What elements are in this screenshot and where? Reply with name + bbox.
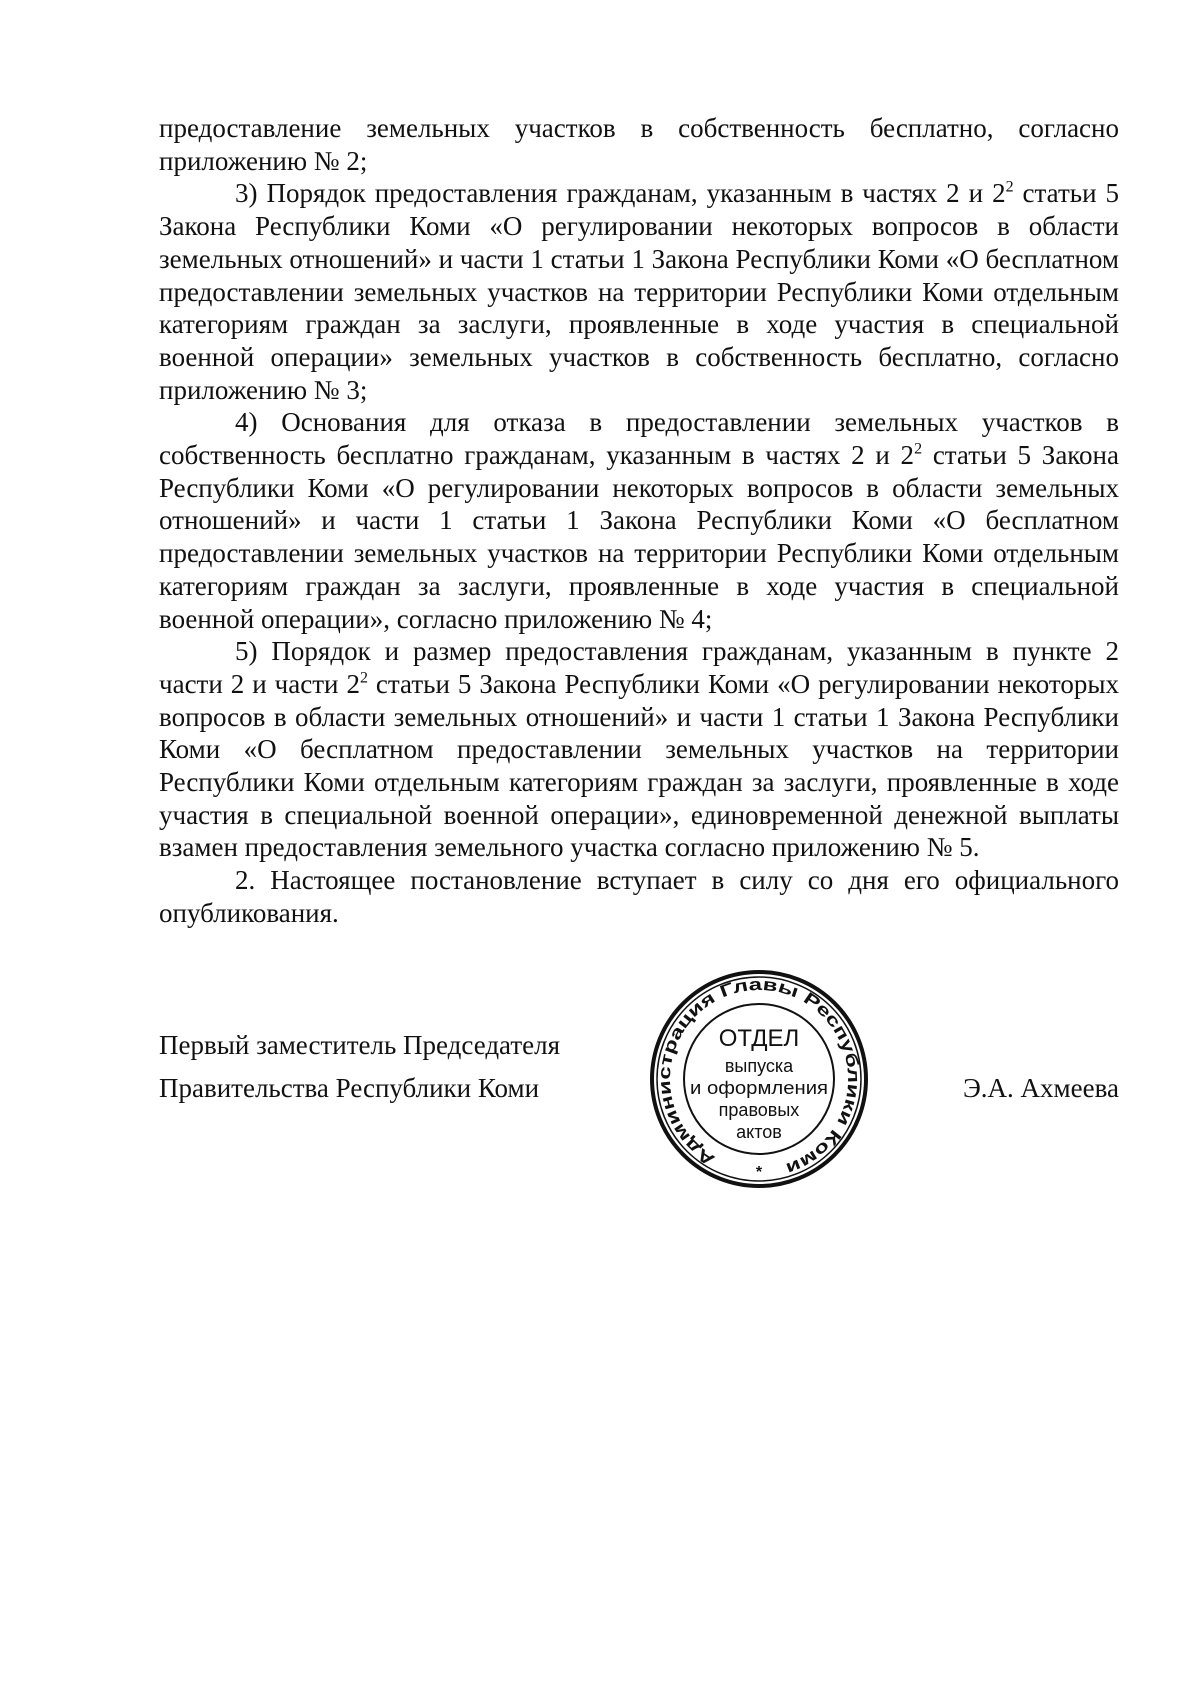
stamp-star: * — [755, 1164, 763, 1181]
stamp-line-4: правовых — [718, 1100, 800, 1120]
paragraph-item-4 — [159, 406, 1119, 635]
paragraph-5-before-sup: 5) Порядок и размер предоставления гражданам, указанным в пункте 2 части 2 и части 2 — [159, 636, 1119, 699]
paragraph-5-after-sup: статьи 5 Закона Республики Коми «О регулировании некоторых вопросов в области земельных отношений» и части 1 статьи 1 Закона Республики Коми «О бесплатном предоставлении земельных участков на территории Республики Коми отдельным категориям граждан за заслуги, проявленные в ходе участия в специальной военной операции», единовременной денежной выплаты взамен предоставления земельного участка согласно приложению № 5. — [159, 668, 1119, 863]
signature-block — [159, 1024, 1119, 1110]
stamp-line-5: актов — [736, 1122, 782, 1142]
official-stamp — [648, 968, 870, 1190]
paragraph-4-superscript: 2 — [914, 440, 923, 458]
paragraph-3-superscript: 2 — [1005, 179, 1014, 197]
stamp-graphic — [648, 968, 870, 1190]
paragraph-5-superscript: 2 — [359, 669, 368, 687]
paragraph-final-text: 2. Настоящее постановление вступает в силу со дня его официального опубликования. — [159, 865, 1119, 928]
signatory-position-line-2: Правительства Республики Коми — [159, 1073, 540, 1103]
signatory-position-line-1: Первый заместитель Председателя — [159, 1030, 561, 1060]
paragraph-continuation — [159, 112, 1119, 177]
paragraph-1-text: предоставление земельных участков в собственность бесплатно, согласно приложению № 2; — [159, 113, 1119, 176]
stamp-line-1: ОТДЕЛ — [718, 1025, 800, 1052]
stamp-ring-textpath: Администрация Главы Республики Коми — [654, 974, 864, 1177]
stamp-line-2: выпуска — [724, 1056, 794, 1076]
paragraph-3-before-sup: 3) Порядок предоставления гражданам, указанным в частях 2 и 2 — [235, 178, 1006, 209]
signatory-name: Э.А. Ахмеева — [962, 1073, 1119, 1103]
paragraph-3-after-sup: статьи 5 Закона Республики Коми «О регулировании некоторых вопросов в области земельных отношений» и части 1 статьи 1 Закона Республики Коми «О бесплатном предоставлении земельных участков на территории Республики Коми отдельным категориям граждан за заслуги, проявленные в ходе участия в специальной военной операции» земельных участков в собственность бесплатно, согласно приложению № 3; — [159, 178, 1119, 405]
stamp-ring-text — [655, 975, 863, 1179]
stamp-line-3: и оформления — [690, 1078, 828, 1098]
paragraph-final — [159, 864, 1119, 929]
paragraph-4-before-sup: 4) Основания для отказа в предоставлении земельных участков в собственность бесплатно гражданам, указанным в частях 2 и 2 — [159, 407, 1119, 471]
document-body — [159, 112, 1119, 930]
paragraph-item-3 — [159, 177, 1119, 406]
paragraph-item-5 — [159, 635, 1119, 864]
paragraph-4-after-sup: статьи 5 Закона Республики Коми «О регулировании некоторых вопросов в области земельных отношений» и части 1 статьи 1 Закона Республики Коми «О бесплатном предоставлении земельных участков на территории Республики Коми отдельным категориям граждан за заслуги, проявленные в ходе участия в специальной военной операции», согласно приложению № 4; — [159, 440, 1119, 634]
